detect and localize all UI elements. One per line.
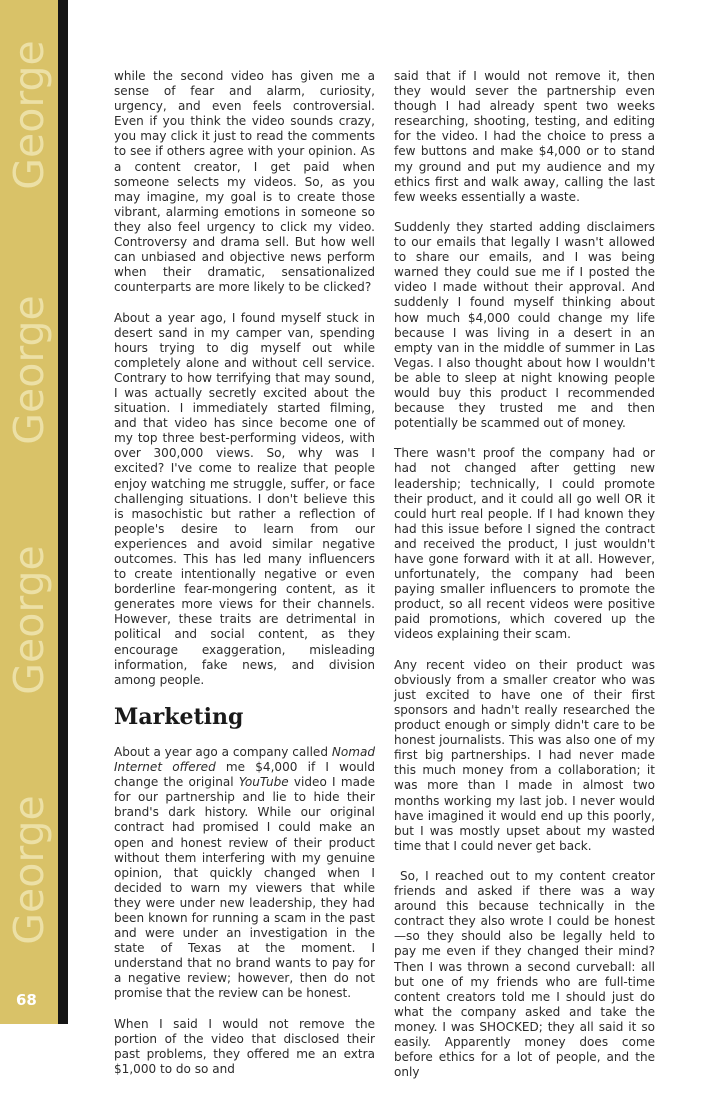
paragraph: About a year ago a company called Nomad Internet offered me $4,000 if I would change the original YouTube video I made for our partnership and lie to hide their brand's dark history. While our original contract had promised I could make an open and honest review of their product without them interfering with my genuine opinion, that quickly changed when I decided to warn my viewers that while they were under new leadership, they had been known for running a scam in the past and were under an investigation in the state of Texas at the moment. I understand that no brand wants to pay for a negative review; however, then do not promise that the review can be honest. bbox=[114, 744, 376, 1001]
paragraph: About a year ago, I found myself stuck in desert sand in my camper van, spending hours trying to dig myself out while completely alone and without cell service. Contrary to how terrifying that may sound, I was actually secretly excited about the situation. I immediately started filming, and that video has since become one of my top three best-performing videos, with over 300,000 views. So, why was I excited? I've come to realize that people enjoy watching me struggle, suffer, or face challenging situations. I don't believe this is masochistic but rather a reflection of people's desire to learn from our experiences and avoid similar negative outcomes. This has led many influencers to create intentionally negative or even borderline fear-mongering content, as it generates more views for their channels. However, these traits are detrimental in political and social content, as they encourage exaggeration, misleading information, fake news, and division among people. bbox=[114, 310, 375, 687]
paragraph: Any recent video on their product was obviously from a smaller creator who was just excited to have one of their first sponsors and hadn't really researched the product enough or simply didn't care to be honest journalists. This was also one of my first big partnerships. I had never made this much money from a collaboration; it was more than I made in almost two months working my last job. I never would have imagined it would end up this poorly, but I was mostly upset about my wasted time that I could never get back. bbox=[394, 657, 655, 853]
paragraph: When I said I would not remove the portion of the video that disclosed their past problems, they offered me an extra $1,000 to do so and bbox=[114, 1016, 375, 1076]
paragraph: So, I reached out to my content creator friends and asked if there was a way around this because technically in the contract they also wrote I could be honest—so they should also be legally held to pay me even if they changed their mind? Then I was thrown a second curveball: all but one of my friends who are full-time content creators told me I should just do what the company asked and take the money. I was SHOCKED; they all said it so easily. Apparently money does come before ethics for a lot of people, and the only bbox=[394, 868, 655, 1080]
section-heading: Marketing bbox=[114, 703, 244, 730]
paragraph: Suddenly they started adding disclaimers to our emails that legally I wasn't allowed to share our emails, and I was being warned they could sue me if I posted the video I made without their approval. And suddenly I found myself thinking about how much $4,000 could change my life because I was living in a desert in an empty van in the middle of summer in Las Vegas. I also thought about how I wouldn't be able to sleep at night knowing people would buy this product I recommended because they trusted me and then potentially be scammed out of money. bbox=[394, 219, 655, 431]
right-column bbox=[394, 69, 655, 1095]
sidebar-black-bar bbox=[58, 0, 68, 1024]
paragraph: while the second video has given me a sense of fear and alarm, curiosity, urgency, and even feels controversial. Even if you think the video sounds crazy, you may click it just to read the comments to see if others agree with your opinion. As a content creator, I get paid when someone selects my videos. So, as you may imagine, my goal is to create those vibrant, alarming emotions in someone so they also feel urgency to click my video. Controversy and drama sell. But how well can unbiased and objective news perform when their dramatic, sensationalized counterparts are more likely to be clicked? bbox=[114, 69, 375, 295]
page-number: 68 bbox=[16, 991, 37, 1009]
paragraph: There wasn't proof the company had or had not changed after getting new leadership; technically, I could promote their product, and it could all go well OR it could hurt real people. If I had known they had this issue before I signed the contract and received the product, I just wouldn't have gone forward with it at all. However, unfortunately, the company had been paying smaller influencers to promote the product, so all recent videos were positive paid promotions, which covered up the videos explaining their scam. bbox=[394, 446, 655, 642]
platform-name: YouTube bbox=[238, 775, 289, 790]
left-column bbox=[114, 69, 375, 1092]
company-name: Nomad Internet offered bbox=[114, 744, 375, 775]
paragraph: said that if I would not remove it, then they would sever the partnership even though I had already spent two weeks researching, shooting, testing, and editing for the video. I had the choice to press a few buttons and make $4,000 or to stand my ground and put my audience and my ethics first and walk away, calling the last few weeks essentially a waste. bbox=[394, 69, 655, 204]
